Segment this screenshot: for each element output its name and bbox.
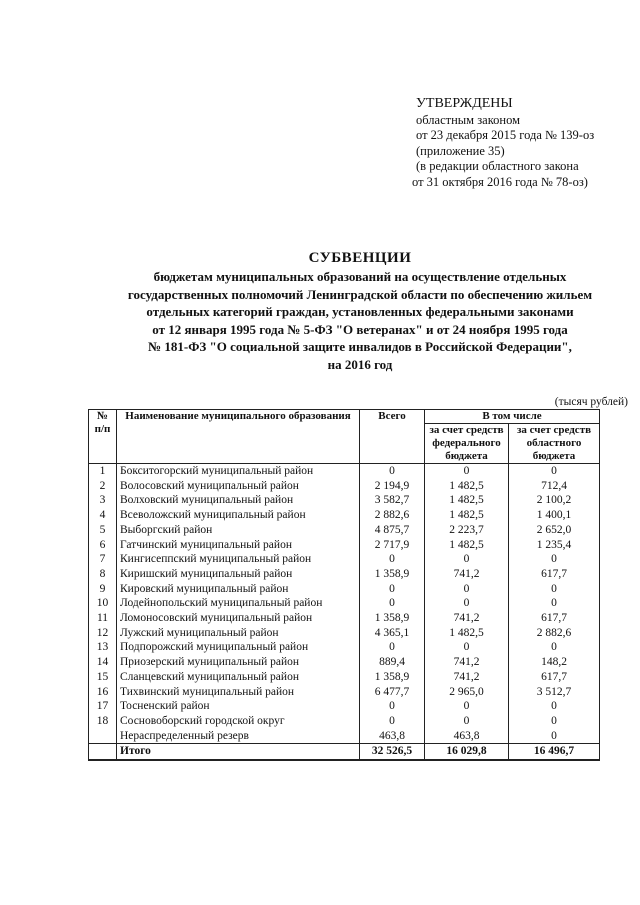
row-federal: 2 965,0 [425,685,509,700]
table-row [89,464,600,479]
row-regional: 0 [509,699,600,714]
row-regional: 712,4 [509,479,600,494]
row-name: Гатчинский муниципальный район [117,538,360,553]
row-total: 4 365,1 [360,626,425,641]
row-name: Тосненский район [117,699,360,714]
row-total: 2 194,9 [360,479,425,494]
row-number: 13 [89,640,117,655]
row-federal: 741,2 [425,611,509,626]
title-line: отдельных категорий граждан, установленных федеральными законами [146,304,574,319]
row-number: 2 [89,479,117,494]
row-federal: 1 482,5 [425,508,509,523]
row-total: 0 [360,596,425,611]
row-number: 11 [89,611,117,626]
row-name: Всеволожский муниципальный район [117,508,360,523]
row-federal: 0 [425,640,509,655]
row-regional: 0 [509,552,600,567]
row-federal: 741,2 [425,655,509,670]
row-regional: 3 512,7 [509,685,600,700]
header-including: В том числе [425,410,600,424]
row-number [89,744,117,760]
table-row [89,493,600,508]
reserve-row [89,729,600,744]
row-federal: 1 482,5 [425,626,509,641]
row-name: Бокситогорский муниципальный район [117,464,360,479]
row-regional: 148,2 [509,655,600,670]
title-main: СУБВЕНЦИИ [308,250,412,266]
row-regional: 0 [509,464,600,479]
table-row [89,699,600,714]
title-line: бюджетам муниципальных образований на осуществление отдельных [153,269,567,284]
total-sum: 32 526,5 [360,744,425,760]
table-row [89,508,600,523]
approval-edition: (в редакции областного закона [416,159,579,173]
total-federal: 16 029,8 [425,744,509,760]
title-line: № 181-ФЗ "О социальной защите инвалидов в Российской Федерации", [148,339,572,354]
table-row [89,567,600,582]
row-number: 4 [89,508,117,523]
table-row [89,596,600,611]
row-federal: 1 482,5 [425,538,509,553]
row-federal: 0 [425,714,509,729]
row-regional: 2 100,2 [509,493,600,508]
table-row [89,479,600,494]
row-total: 0 [360,552,425,567]
row-total: 0 [360,464,425,479]
table-row [89,611,600,626]
row-federal: 0 [425,552,509,567]
row-name: Ломоносовский муниципальный район [117,611,360,626]
table-row [89,640,600,655]
row-number: 17 [89,699,117,714]
row-number: 16 [89,685,117,700]
row-name: Киришский муниципальный район [117,567,360,582]
total-regional: 16 496,7 [509,744,600,760]
row-number [89,729,117,744]
header-num: № п/п [89,410,117,464]
row-name: Кингисеппский муниципальный район [117,552,360,567]
total-row [89,744,600,760]
row-number: 5 [89,523,117,538]
row-regional: 2 882,6 [509,626,600,641]
row-total: 4 875,7 [360,523,425,538]
title-line: от 12 января 1995 года № 5-ФЗ "О ветеранах" и от 24 ноября 1995 года [152,321,568,337]
total-name: Итого [117,744,360,760]
header-regional: за счет средств областного бюджета [509,424,600,464]
document-title [60,248,640,373]
units-label: (тысяч рублей) [554,396,628,408]
row-number: 3 [89,493,117,508]
row-total: 1 358,9 [360,567,425,582]
subventions-table [88,409,600,761]
row-name: Сосновоборский городской округ [117,714,360,729]
row-total: 889,4 [360,655,425,670]
row-federal: 1 482,5 [425,493,509,508]
row-federal: 2 223,7 [425,523,509,538]
header-total: Всего [360,410,425,464]
reserve-federal: 463,8 [425,729,509,744]
row-number: 10 [89,596,117,611]
table-row [89,582,600,597]
row-regional: 1 400,1 [509,508,600,523]
title-line: государственных полномочий Ленинградской области по обеспечению жильем [127,286,593,302]
approval-heading: УТВЕРЖДЕНЫ [416,96,513,111]
row-federal: 741,2 [425,567,509,582]
table-row [89,626,600,641]
row-regional: 617,7 [509,567,600,582]
row-total: 0 [360,640,425,655]
approval-stamp [398,96,594,190]
row-name: Кировский муниципальный район [117,582,360,597]
row-regional: 1 235,4 [509,538,600,553]
row-name: Сланцевский муниципальный район [117,670,360,685]
table-row [89,670,600,685]
row-regional: 617,7 [509,611,600,626]
row-number: 18 [89,714,117,729]
header-federal: за счет средств федерального бюджета [425,424,509,464]
row-federal: 0 [425,699,509,714]
row-total: 0 [360,582,425,597]
row-name: Лодейнопольский муниципальный район [117,596,360,611]
table-body [89,464,600,761]
row-federal: 741,2 [425,670,509,685]
row-number: 8 [89,567,117,582]
row-total: 3 582,7 [360,493,425,508]
row-regional: 0 [509,582,600,597]
row-regional: 0 [509,596,600,611]
row-name: Лужский муниципальный район [117,626,360,641]
table-row [89,523,600,538]
row-number: 12 [89,626,117,641]
row-total: 1 358,9 [360,670,425,685]
row-name: Выборгский район [117,523,360,538]
row-federal: 0 [425,464,509,479]
row-federal: 0 [425,582,509,597]
reserve-name: Нераспределенный резерв [117,729,360,744]
row-federal: 1 482,5 [425,479,509,494]
row-regional: 2 652,0 [509,523,600,538]
header-name: Наименование муниципального образования [117,410,360,464]
reserve-total: 463,8 [360,729,425,744]
reserve-regional: 0 [509,729,600,744]
row-total: 6 477,7 [360,685,425,700]
row-name: Волховский муниципальный район [117,493,360,508]
approval-annex: (приложение 35) [416,143,505,158]
row-name: Приозерский муниципальный район [117,655,360,670]
title-line: на 2016 год [327,356,393,372]
row-name: Подпорожский муниципальный район [117,640,360,655]
table-row [89,655,600,670]
row-total: 0 [360,714,425,729]
row-total: 2 882,6 [360,508,425,523]
table-row [89,552,600,567]
row-number: 15 [89,670,117,685]
row-number: 14 [89,655,117,670]
row-regional: 617,7 [509,670,600,685]
table-row [89,538,600,553]
row-number: 1 [89,464,117,479]
table-row [89,685,600,700]
row-number: 7 [89,552,117,567]
row-regional: 0 [509,640,600,655]
row-total: 0 [360,699,425,714]
row-number: 9 [89,582,117,597]
table-row [89,714,600,729]
row-total: 2 717,9 [360,538,425,553]
approval-law: областным законом [416,112,521,127]
row-federal: 0 [425,596,509,611]
row-total: 1 358,9 [360,611,425,626]
approval-edition-date: от 31 октября 2016 года № 78-оз) [412,174,588,189]
row-name: Волосовский муниципальный район [117,479,360,494]
row-regional: 0 [509,714,600,729]
row-name: Тихвинский муниципальный район [117,685,360,700]
approval-date: от 23 декабря 2015 года № 139-оз [416,128,595,142]
row-number: 6 [89,538,117,553]
